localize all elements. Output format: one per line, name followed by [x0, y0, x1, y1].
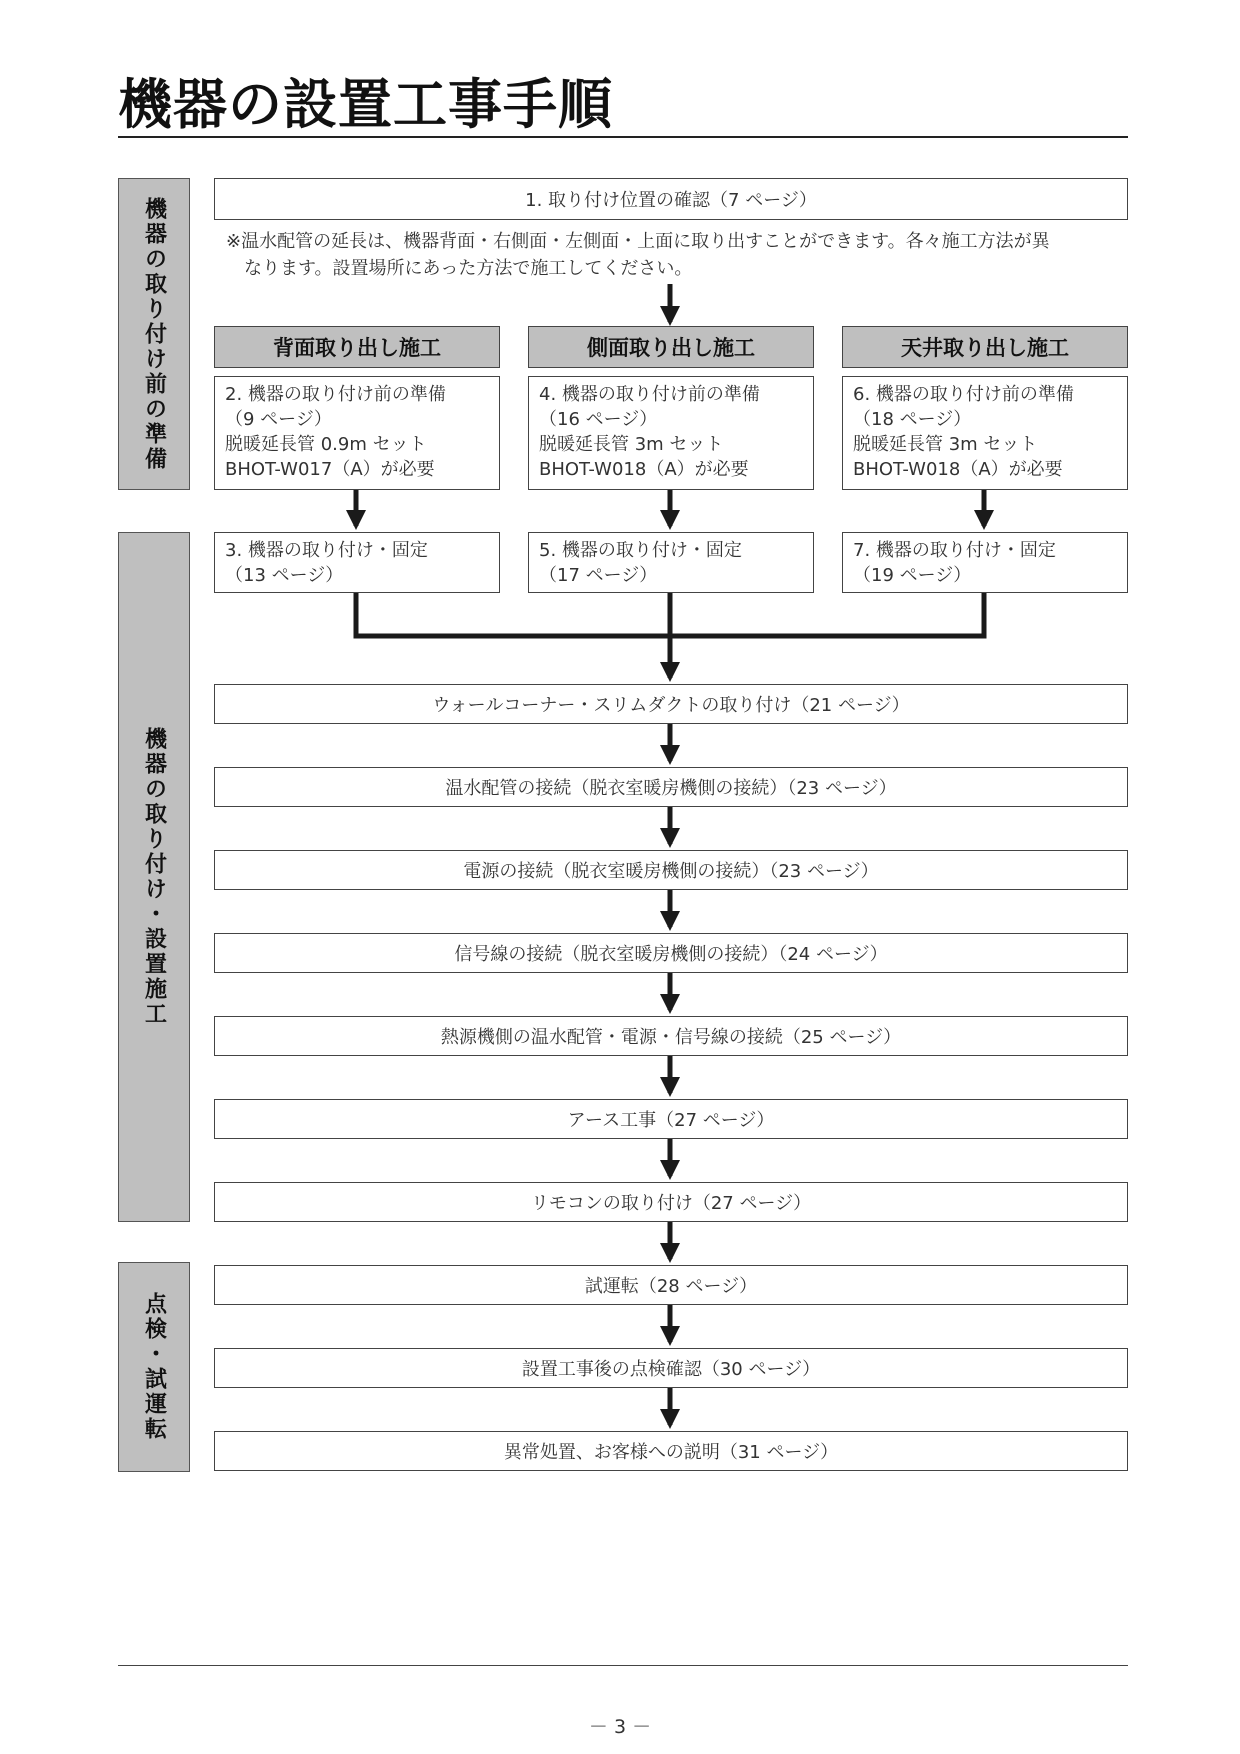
step-signal-wire-text: 信号線の接続（脱衣室暖房機側の接続）（24 ページ） [454, 944, 888, 965]
mount-box-back [214, 532, 500, 593]
mount-side-line-1: 5. 機器の取り付け・固定 [539, 540, 742, 561]
step-box-hot-water-pipe [214, 767, 1128, 807]
page-number: － 3 － [588, 1716, 652, 1738]
section-label-install-text: 機器の取り付け・設置施工 [141, 727, 167, 1027]
method-header-side-text: 側面取り出し施工 [587, 336, 755, 360]
prep-ceiling-line-4: BHOT-W018（A）が必要 [853, 459, 1063, 480]
mount-ceiling-line-1: 7. 機器の取り付け・固定 [853, 540, 1056, 561]
step-box-grounding [214, 1099, 1128, 1139]
section-label-check-text: 点検・試運転 [141, 1292, 167, 1442]
mount-back-line-1: 3. 機器の取り付け・固定 [225, 540, 428, 561]
step-box-1 [214, 178, 1128, 220]
prep-back-line-3: 脱暖延長管 0.9m セット [225, 434, 427, 455]
step-hot-water-pipe-text: 温水配管の接続（脱衣室暖房機側の接続）（23 ページ） [445, 778, 897, 799]
page-title: 機器の設置工事手順 [118, 73, 613, 136]
step-box-inspection [214, 1348, 1128, 1388]
step-heat-source-text: 熱源機側の温水配管・電源・信号線の接続（25 ページ） [440, 1027, 902, 1048]
method-header-back-text: 背面取り出し施工 [273, 336, 441, 360]
prep-ceiling-line-3: 脱暖延長管 3m セット [853, 434, 1038, 455]
step-box-signal-wire [214, 933, 1128, 973]
prep-side-line-2: （16 ページ） [539, 409, 658, 430]
mount-box-ceiling [842, 532, 1128, 593]
step-box-power [214, 850, 1128, 890]
step-box-test-run [214, 1265, 1128, 1305]
method-header-side [528, 326, 814, 368]
step-box-explanation [214, 1431, 1128, 1471]
prep-box-side [528, 376, 814, 490]
note-line-2: なります。設置場所にあった方法で施工してください。 [244, 258, 693, 279]
prep-side-line-4: BHOT-W018（A）が必要 [539, 459, 749, 480]
step-box-wall-corner [214, 684, 1128, 724]
step-remote-text: リモコンの取り付け（27 ページ） [530, 1193, 812, 1214]
mount-side-line-2: （17 ページ） [539, 565, 658, 586]
method-header-ceiling [842, 326, 1128, 368]
step-box-heat-source [214, 1016, 1128, 1056]
prep-box-ceiling [842, 376, 1128, 490]
prep-ceiling-line-2: （18 ページ） [853, 409, 972, 430]
method-header-back [214, 326, 500, 368]
step-wall-corner-text: ウォールコーナー・スリムダクトの取り付け（21 ページ） [432, 695, 910, 716]
section-label-before-text: 機器の取り付け前の準備 [141, 196, 167, 472]
step-power-text: 電源の接続（脱衣室暖房機側の接続）（23 ページ） [463, 861, 879, 882]
note-line-1: ※温水配管の延長は、機器背面・右側面・左側面・上面に取り出すことができます。各々施工方法が異 [226, 231, 1050, 252]
prep-side-line-3: 脱暖延長管 3m セット [539, 434, 724, 455]
mount-box-side [528, 532, 814, 593]
method-header-ceiling-text: 天井取り出し施工 [901, 336, 1069, 360]
prep-side-line-1: 4. 機器の取り付け前の準備 [539, 384, 760, 405]
mount-back-line-2: （13 ページ） [225, 565, 344, 586]
step-1-text: 1. 取り付け位置の確認（7 ページ） [525, 190, 817, 211]
prep-ceiling-line-1: 6. 機器の取り付け前の準備 [853, 384, 1074, 405]
step-inspection-text: 設置工事後の点検確認（30 ページ） [521, 1359, 821, 1380]
prep-back-line-2: （9 ページ） [225, 409, 332, 430]
prep-box-back [214, 376, 500, 490]
step-box-remote [214, 1182, 1128, 1222]
step-test-run-text: 試運転（28 ページ） [584, 1276, 758, 1297]
prep-back-line-4: BHOT-W017（A）が必要 [225, 459, 435, 480]
footer-divider [118, 1665, 1128, 1666]
step-explanation-text: 異常処置、お客様への説明（31 ページ） [503, 1442, 839, 1463]
note [226, 228, 1126, 282]
prep-back-line-1: 2. 機器の取り付け前の準備 [225, 384, 446, 405]
step-grounding-text: アース工事（27 ページ） [567, 1110, 775, 1131]
mount-ceiling-line-2: （19 ページ） [853, 565, 972, 586]
